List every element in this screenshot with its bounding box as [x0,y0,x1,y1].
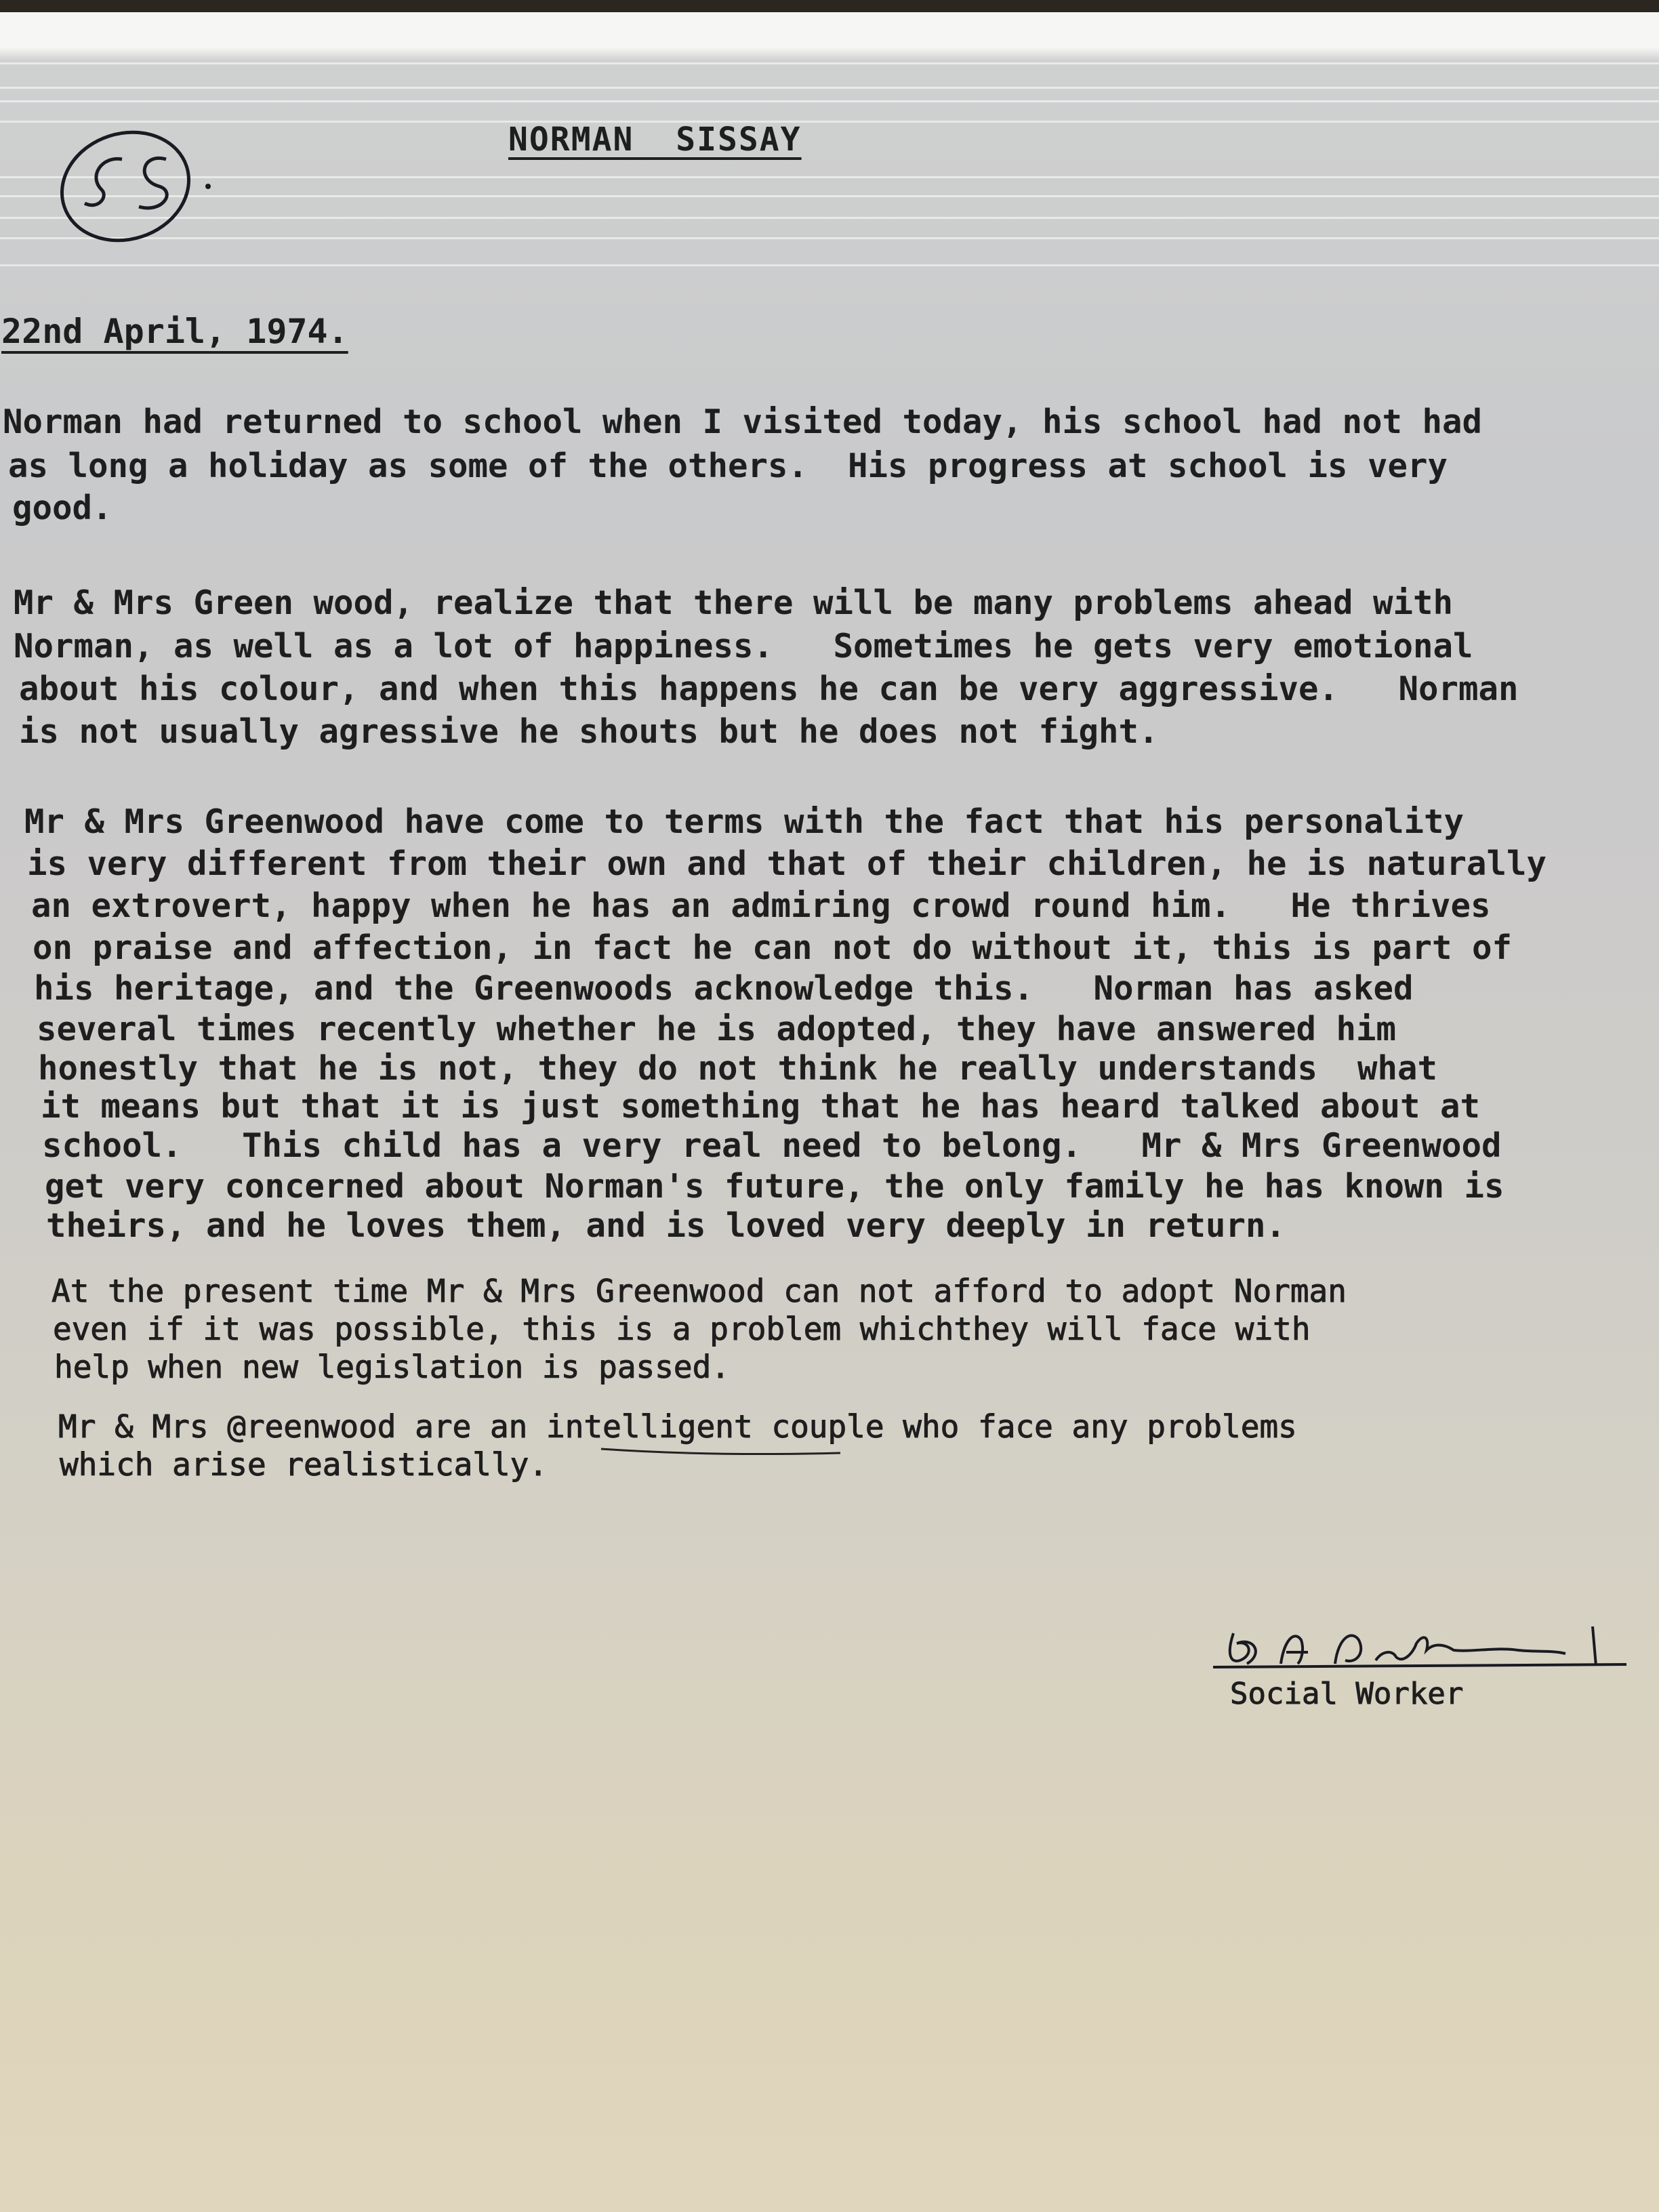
signature-caption: Social Worker [1230,1677,1464,1711]
document-date: 22nd April, 1974. [1,312,348,351]
text-line: help when new legislation is passed. [54,1349,730,1385]
text-line: as long a holiday as some of the others. His progress at school is very [8,447,1448,485]
text-line: Norman had returned to school when I visited today, his school had not had [3,403,1483,441]
paragraph-1 [3,403,1483,571]
handwritten-underline-icon [600,1443,844,1464]
document-title: NORMAN SISSAY [508,121,802,159]
text-line: good. [12,489,112,527]
text-line: school. This child has a very real need to belong. Mr & Mrs Greenwood [42,1126,1502,1165]
text-line: At the present time Mr & Mrs Greenwood can not afford to adopt Norman [52,1273,1347,1309]
text-line: theirs, and he loves them, and is loved very deeply in return. [46,1206,1286,1245]
paragraph-3 [24,802,1547,1245]
text-line: several times recently whether he is adopted, they have answered him [37,1010,1397,1048]
text-line: Mr & Mrs Green wood, realize that there will be many problems ahead with [14,583,1454,622]
text-line: Mr & Mrs @reenwood are an intelligent couple who face any problems [58,1408,1297,1445]
text-line: even if it was possible, this is a problem whichthey will face with [53,1311,1311,1347]
text-line: it means but that it is just something that he has heard talked about at [41,1087,1481,1126]
text-line: on praise and affection, in fact he can not do without it, this is part of [33,928,1513,967]
text-line: Mr & Mrs Greenwood have come to terms with the fact that his personality [24,802,1465,841]
paragraph-5 [58,1408,1297,1536]
text-line: honestly that he is not, they do not think he really understands what [38,1049,1438,1088]
text-line: is not usually agressive he shouts but he does not fight. [19,712,1159,751]
text-line: which arise realistically. [60,1446,548,1483]
text-line: his heritage, and the Greenwoods acknowledge this. Norman has asked [34,969,1414,1008]
text-line: is very different from their own and that of their children, he is naturally [27,844,1547,883]
text-line: an extrovert, happy when he has an admiring crowd round him. He thrives [31,886,1491,925]
text-line: Norman, as well as a lot of happiness. Sometimes he gets very emotional [14,627,1473,665]
paragraph-2 [14,583,1519,785]
text-line: about his colour, and when this happens he can be very aggressive. Norman [19,670,1519,708]
text-line: get very concerned about Norman's future, the only family he has known is [45,1167,1504,1206]
handwritten-initials-icon [47,119,224,268]
